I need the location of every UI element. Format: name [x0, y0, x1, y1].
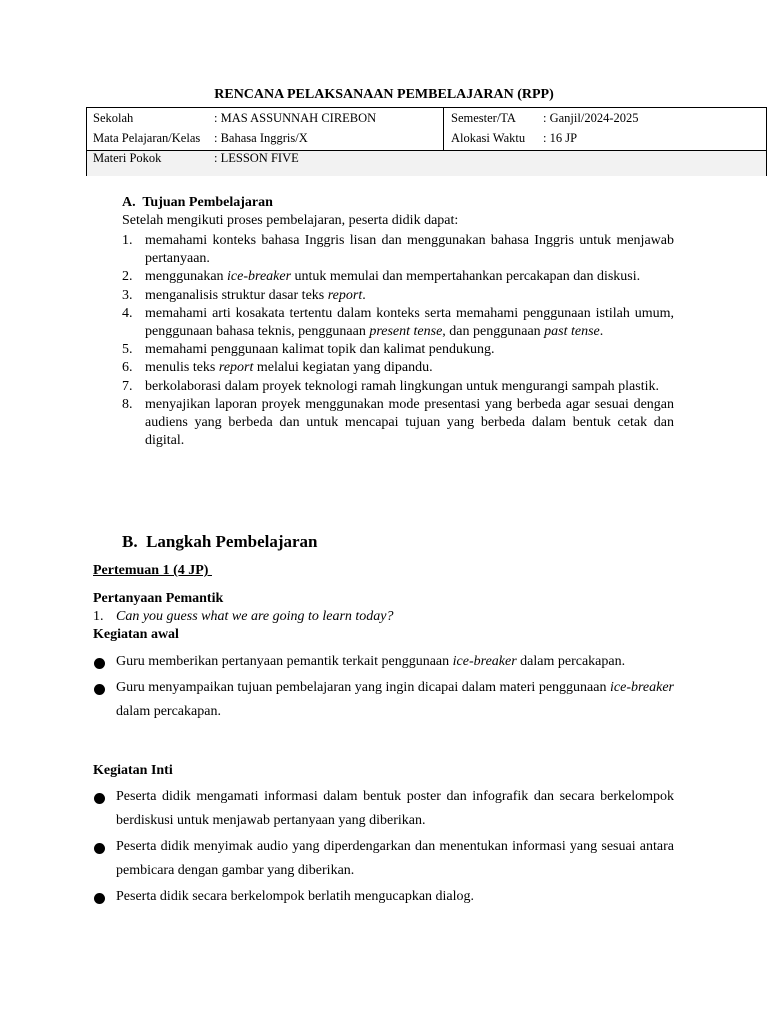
text-run: report — [327, 287, 363, 303]
bullet-icon — [94, 893, 105, 904]
objective-item — [122, 305, 674, 341]
section-a-heading: A. Tujuan Pembelajaran — [122, 195, 273, 210]
pemantik-question — [93, 609, 394, 625]
text-run: memahami konteks bahasa Inggris lisan dan menggunakan bahasa Inggris untuk menjawab pertanyaan. — [145, 233, 674, 267]
objective-item — [122, 287, 674, 305]
text-run: menggunakan — [145, 269, 228, 285]
text-run: menganalisis struktur dasar teks — [145, 287, 328, 303]
alokasi-label: Alokasi Waktu — [451, 131, 526, 145]
alokasi-value: : 16 JP — [543, 131, 578, 145]
objective-number: 2. — [122, 269, 133, 285]
activity-item — [93, 676, 674, 724]
objective-item — [122, 268, 674, 286]
pemantik-heading: Pertanyaan Pemantik — [93, 591, 224, 606]
objective-number: 1. — [122, 233, 133, 248]
sekolah-value: : MAS ASSUNNAH CIREBON — [214, 111, 377, 125]
text-run: . — [362, 287, 366, 303]
objective-item — [122, 232, 674, 268]
text-run: dalam percakapan. — [116, 704, 221, 719]
kegiatan-awal-heading: Kegiatan awal — [93, 627, 179, 642]
objective-number: 3. — [122, 287, 133, 303]
objectives-list — [122, 232, 674, 450]
kegiatan-inti-heading: Kegiatan Inti — [93, 763, 173, 778]
table-divider-horizontal — [87, 150, 766, 151]
text-run: Peserta didik menyimak audio yang diperdengarkan dan menentukan informasi yang sesuai antara pembicara dengan gambar yang diberikan. — [116, 839, 674, 878]
text-run: ice-breaker — [610, 680, 674, 695]
objective-number: 7. — [122, 378, 133, 394]
text-run: . — [599, 324, 604, 340]
meeting-heading: Pertemuan 1 (4 JP) — [93, 563, 212, 578]
text-run: untuk memulai dan mempertahankan percakapan dan diskusi. — [291, 269, 641, 285]
text-run: Guru menyampaikan tujuan pembelajaran yang ingin dicapai dalam materi penggunaan — [116, 680, 610, 695]
text-run: report — [218, 360, 254, 376]
objective-number: 5. — [122, 342, 133, 358]
activity-item — [93, 885, 674, 909]
mapel-value: : Bahasa Inggris/X — [214, 131, 308, 145]
text-run: melalui kegiatan yang dipandu. — [253, 360, 433, 376]
activity-item — [93, 835, 674, 883]
bullet-icon — [94, 684, 105, 695]
materi-row — [87, 151, 766, 176]
kegiatan-inti-list — [93, 785, 674, 911]
objective-item — [122, 359, 674, 377]
text-run: present tense — [369, 324, 443, 340]
text-run: memahami arti kosakata tertentu dalam konteks serta memahami penggunaan istilah umum, penggunaan bahasa teknis, penggunaan — [145, 305, 674, 340]
text-run: memahami penggunaan kalimat topik dan kalimat pendukung. — [145, 342, 495, 358]
objective-item — [122, 378, 674, 396]
pemantik-question-number: 1. — [93, 609, 104, 624]
text-run: menulis teks — [145, 360, 219, 376]
semester-value: : Ganjil/2024-2025 — [543, 111, 639, 125]
section-b-heading: B. Langkah Pembelajaran — [122, 532, 318, 551]
objective-number: 6. — [122, 360, 133, 376]
objective-number: 8. — [122, 396, 133, 412]
text-run: past tense — [544, 324, 600, 340]
identity-table — [86, 107, 767, 176]
text-run: Guru memberikan pertanyaan pemantik terkait penggunaan — [116, 654, 453, 669]
text-run: dalam percakapan. — [516, 654, 626, 669]
text-run: , dan penggunaan — [442, 324, 545, 340]
sekolah-label: Sekolah — [93, 111, 134, 125]
semester-label: Semester/TA — [451, 111, 516, 125]
objective-number: 4. — [122, 305, 133, 321]
text-run: Peserta didik secara berkelompok berlatih mengucapkan dialog. — [116, 889, 475, 904]
objective-item — [122, 396, 674, 451]
activity-item — [93, 785, 674, 833]
bullet-icon — [94, 658, 105, 669]
section-a-intro: Setelah mengikuti proses pembelajaran, peserta didik dapat: — [122, 213, 459, 228]
text-run: menyajikan laporan proyek menggunakan mode presentasi yang berbeda agar sesuai dengan audiens yang berbeda dan untuk mencapai tujuan yang berbeda dalam bentuk cetak dan digital. — [145, 396, 674, 449]
pemantik-question-text: Can you guess what we are going to learn today? — [116, 609, 394, 624]
materi-label: Materi Pokok — [93, 151, 162, 165]
text-run: ice-breaker — [452, 654, 517, 669]
bullet-icon — [94, 793, 105, 804]
materi-value: : LESSON FIVE — [214, 151, 299, 165]
objective-item — [122, 341, 674, 359]
mapel-label: Mata Pelajaran/Kelas — [93, 131, 201, 145]
kegiatan-awal-list — [93, 650, 674, 726]
bullet-icon — [94, 843, 105, 854]
text-run: ice-breaker — [227, 269, 292, 285]
document-title: RENCANA PELAKSANAAN PEMBELAJARAN (RPP) — [214, 87, 554, 102]
text-run: berkolaborasi dalam proyek teknologi ramah lingkungan untuk mengurangi sampah plastik. — [145, 378, 659, 394]
activity-item — [93, 650, 674, 674]
table-divider-vertical — [443, 108, 444, 150]
text-run: Peserta didik mengamati informasi dalam bentuk poster dan infografik dan secara berkelompok berdiskusi untuk menjawab pertanyaan yang diberikan. — [116, 789, 674, 828]
